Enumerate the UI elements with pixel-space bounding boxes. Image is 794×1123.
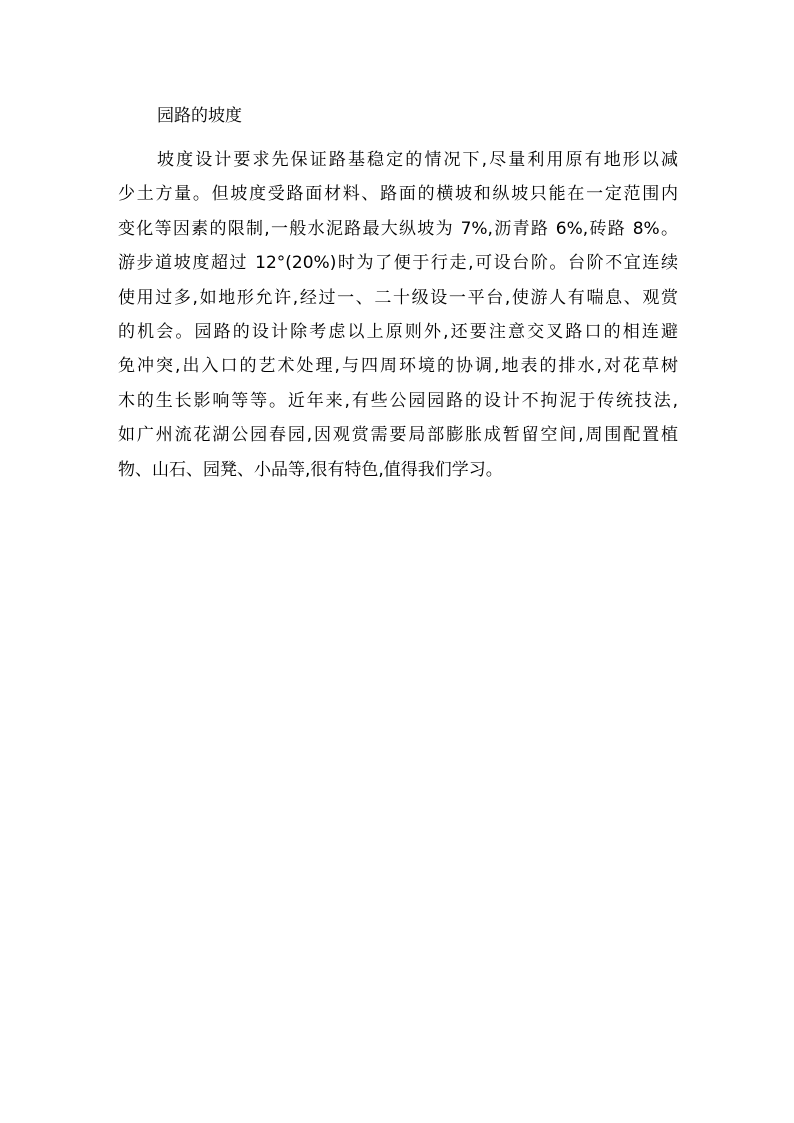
paragraph-line: 使用过多,如地形允许,经过一、二十级设一平台,使游人有喘息、观赏 xyxy=(118,287,678,308)
section-heading: 园路的坡度 xyxy=(157,106,242,126)
paragraph-line: 少土方量。但坡度受路面材料、路面的横坡和纵坡只能在一定范围内 xyxy=(118,184,678,205)
paragraph-line: 免冲突,出入口的艺术处理,与四周环境的协调,地表的排水,对花草树 xyxy=(118,356,678,377)
paragraph-line: 如广州流花湖公园春园,因观赏需要局部膨胀成暂留空间,周围配置植 xyxy=(118,425,678,446)
paragraph-line: 变化等因素的限制,一般水泥路最大纵坡为 7%,沥青路 6%,砖路 8%。 xyxy=(118,218,678,239)
paragraph-line: 的机会。园路的设计除考虑以上原则外,还要注意交叉路口的相连避 xyxy=(118,321,678,342)
paragraph-line: 物、山石、园凳、小品等,很有特色,值得我们学习。 xyxy=(118,459,503,480)
paragraph-line: 坡度设计要求先保证路基稳定的情况下,尽量利用原有地形以减 xyxy=(157,150,678,170)
paragraph-line: 木的生长影响等等。近年来,有些公园园路的设计不拘泥于传统技法, xyxy=(118,390,678,411)
paragraph-line: 游步道坡度超过 12°(20%)时为了便于行走,可设台阶。台阶不宜连续 xyxy=(118,253,678,274)
body-paragraph xyxy=(118,143,678,487)
